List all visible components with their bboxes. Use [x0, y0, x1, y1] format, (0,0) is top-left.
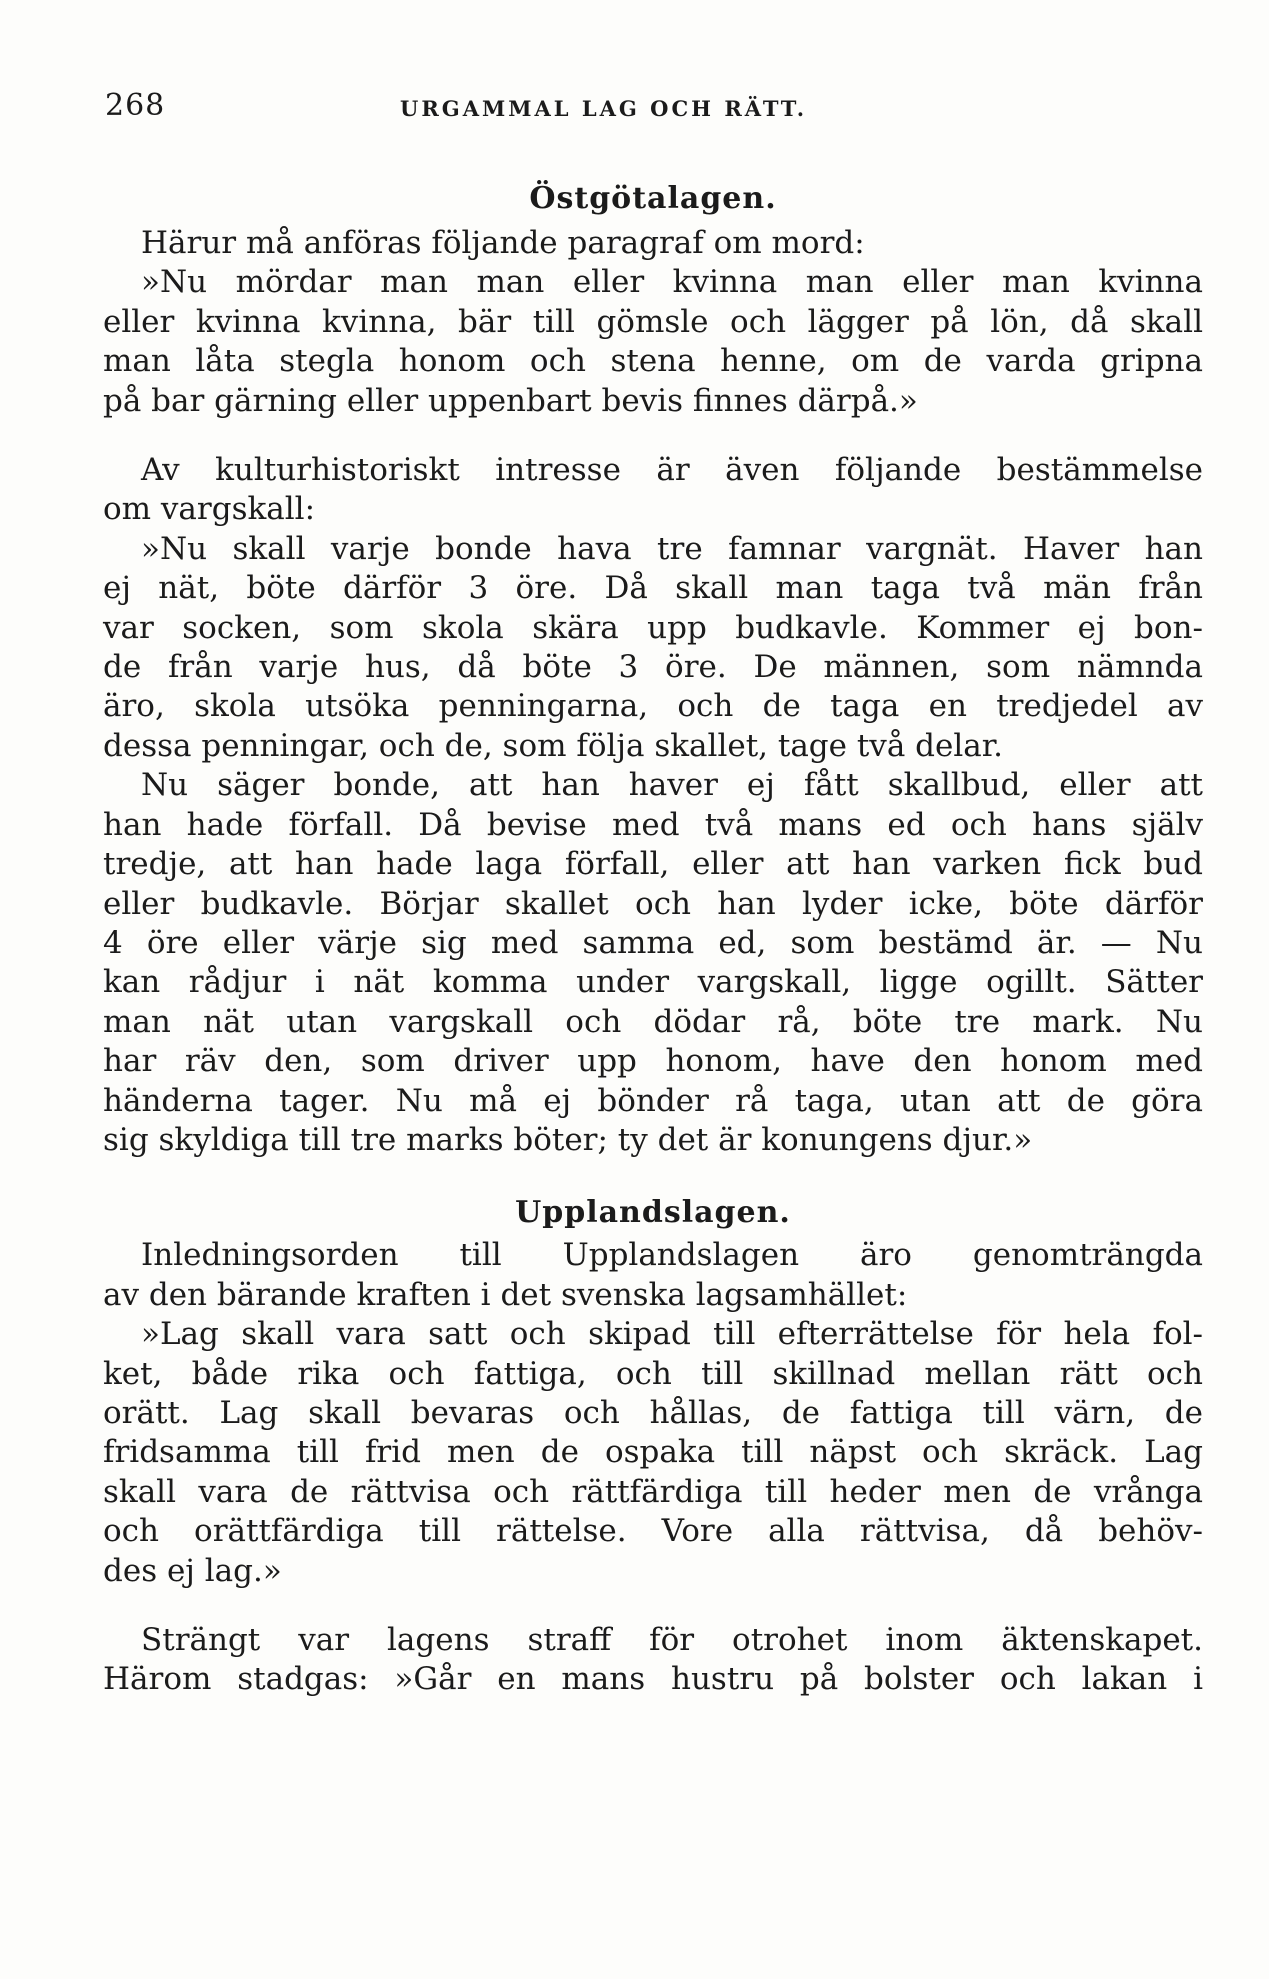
- text-line: på bar gärning eller uppenbart bevis finnes därpå.»: [103, 382, 918, 419]
- text-line: Nu säger bonde, att han haver ej fått skallbud, eller att: [141, 767, 1203, 804]
- text-line: Härom stadgas: »Går en mans hustru på bolster och lakan i: [103, 1661, 1203, 1698]
- text-line: tredje, att han hade laga förfall, eller att han varken fick bud: [103, 846, 1203, 883]
- text-line: man låta stegla honom och stena henne, om de varda gripna: [103, 343, 1203, 380]
- text-line: kan rådjur i nät komma under vargskall, ligge ogillt. Sätter: [103, 964, 1203, 1001]
- paragraph: [103, 224, 1203, 421]
- paragraph: [103, 1621, 1203, 1700]
- text-line: orätt. Lag skall bevaras och hållas, de fattiga till värn, de: [103, 1394, 1203, 1431]
- text-line: ket, både rika och fattiga, och till skillnad mellan rätt och: [103, 1355, 1203, 1392]
- running-head: [105, 88, 1195, 128]
- section-heading: Upplandslagen.: [515, 1195, 791, 1231]
- text-line: har räv den, som driver upp honom, have den honom med: [103, 1043, 1203, 1080]
- text-line: dessa penningar, och de, som följa skallet, tage två delar.: [103, 727, 1004, 764]
- text-line: Härur må anföras följande paragraf om mord:: [141, 225, 865, 261]
- text-line: man nät utan vargskall och dödar rå, böte tre mark. Nu: [103, 1003, 1203, 1040]
- text-line: de från varje hus, då böte 3 öre. De männen, som nämnda: [103, 649, 1203, 686]
- text-line: Strängt var lagens straff för otrohet inom äktenskapet.: [141, 1622, 1203, 1658]
- text-line: om vargskall:: [103, 491, 316, 528]
- text-line: 4 öre eller värje sig med samma ed, som bestämd är. — Nu: [103, 924, 1203, 961]
- paragraph: [103, 451, 1203, 1160]
- text-line: Av kulturhistoriskt intresse är även följande bestämmelse: [141, 452, 1203, 489]
- text-line: »Lag skall vara satt och skipad till efterrättelse för hela fol-: [141, 1316, 1203, 1353]
- text-line: Inledningsorden till Upplandslagen äro genomträngda: [141, 1237, 1203, 1274]
- text-line: eller budkavle. Börjar skallet och han lyder icke, böte därför: [103, 885, 1203, 922]
- paragraph: [103, 1236, 1203, 1591]
- text-line: ej nät, böte därför 3 öre. Då skall man taga två män från: [103, 570, 1203, 607]
- text-line: eller kvinna kvinna, bär till gömsle och lägger på lön, då skall: [103, 303, 1203, 340]
- paragraph-gap: [103, 1591, 1203, 1621]
- text-line: och orättfärdiga till rättelse. Vore alla rättvisa, då behöv-: [103, 1513, 1203, 1550]
- text-line: sig skyldiga till tre marks böter; ty det är konungens djur.»: [103, 1121, 1033, 1158]
- text-line: fridsamma till frid men de ospaka till näpst och skräck. Lag: [103, 1434, 1203, 1471]
- text-line: han hade förfall. Då bevise med två mans ed och hans själv: [103, 806, 1203, 843]
- text-line: av den bärande kraften i det svenska lagsamhället:: [103, 1276, 908, 1313]
- section-heading: Östgötalagen.: [529, 181, 777, 216]
- text-line: skall vara de rättvisa och rättfärdiga till heder men de vrånga: [103, 1473, 1203, 1510]
- page-body: [103, 180, 1203, 1700]
- text-line: »Nu mördar man man eller kvinna man eller man kvinna: [141, 264, 1203, 301]
- paragraph-gap: [103, 421, 1203, 451]
- text-line: äro, skola utsöka penningarna, och de taga en tredjedel av: [103, 688, 1203, 725]
- text-line: händerna tager. Nu må ej bönder rå taga, utan att de göra: [103, 1082, 1203, 1119]
- running-title: URGAMMAL LAG OCH RÄTT.: [400, 96, 808, 121]
- page-number: 268: [105, 88, 166, 123]
- text-line: var socken, som skola skära upp budkavle. Kommer ej bon-: [103, 609, 1203, 646]
- text-line: »Nu skall varje bonde hava tre famnar vargnät. Haver han: [141, 530, 1203, 567]
- text-line: des ej lag.»: [103, 1552, 282, 1589]
